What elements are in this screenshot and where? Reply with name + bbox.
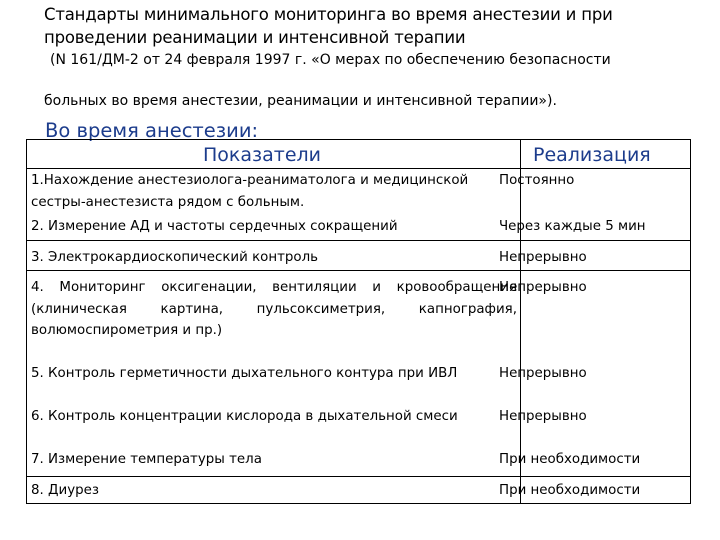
indicator-cell: 5. Контроль герметичности дыхательного контура при ИВЛ [31, 366, 458, 381]
implementation-cell: При необходимости [499, 483, 641, 498]
indicator-cell: 4. Мониторинг оксигенации, вентиляции и кровообращения (клиническая картина, пульсоксиметрия, капнография, волюмоспирометрия и пр.) [31, 280, 517, 338]
row-divider [27, 476, 690, 477]
order-reference-line-2: больных во время анестезии, реанимации и интенсивной терапии»). [44, 93, 557, 109]
implementation-cell: Непрерывно [499, 409, 587, 424]
column-header-implementation: Реализация [533, 144, 651, 166]
row-divider [27, 168, 690, 169]
implementation-cell: Непрерывно [499, 366, 587, 381]
implementation-cell: Непрерывно [499, 250, 587, 265]
page-title: Стандарты минимального мониторинга во время анестезии и при проведении реанимации и интенсивной терапии [44, 5, 613, 47]
implementation-cell: Постоянно [499, 173, 575, 188]
indicator-cell: 3. Электрокардиоскопический контроль [31, 250, 319, 265]
implementation-cell: Через каждые 5 мин [499, 219, 646, 234]
column-header-indicators: Показатели [203, 144, 322, 166]
section-heading: Во время анестезии: [45, 119, 259, 142]
order-reference-line-1: (N 161/ДМ-2 от 24 февраля 1997 г. «О мерах по обеспечению безопасности [50, 52, 611, 68]
row-divider [27, 270, 690, 271]
implementation-cell: Непрерывно [499, 280, 587, 295]
indicator-cell: 1.Нахождение анестезиолога-реаниматолога и медицинской сестры-анестезиста рядом с больным. [31, 173, 469, 210]
indicator-cell: 2. Измерение АД и частоты сердечных сокращений [31, 219, 398, 234]
row-divider [27, 240, 690, 241]
indicator-cell: 7. Измерение температуры тела [31, 452, 262, 467]
implementation-cell: При необходимости [499, 452, 641, 467]
indicator-cell: 8. Диурез [31, 483, 99, 498]
indicator-cell: 6. Контроль концентрации кислорода в дыхательной смеси [31, 409, 458, 424]
monitoring-table [26, 139, 691, 504]
